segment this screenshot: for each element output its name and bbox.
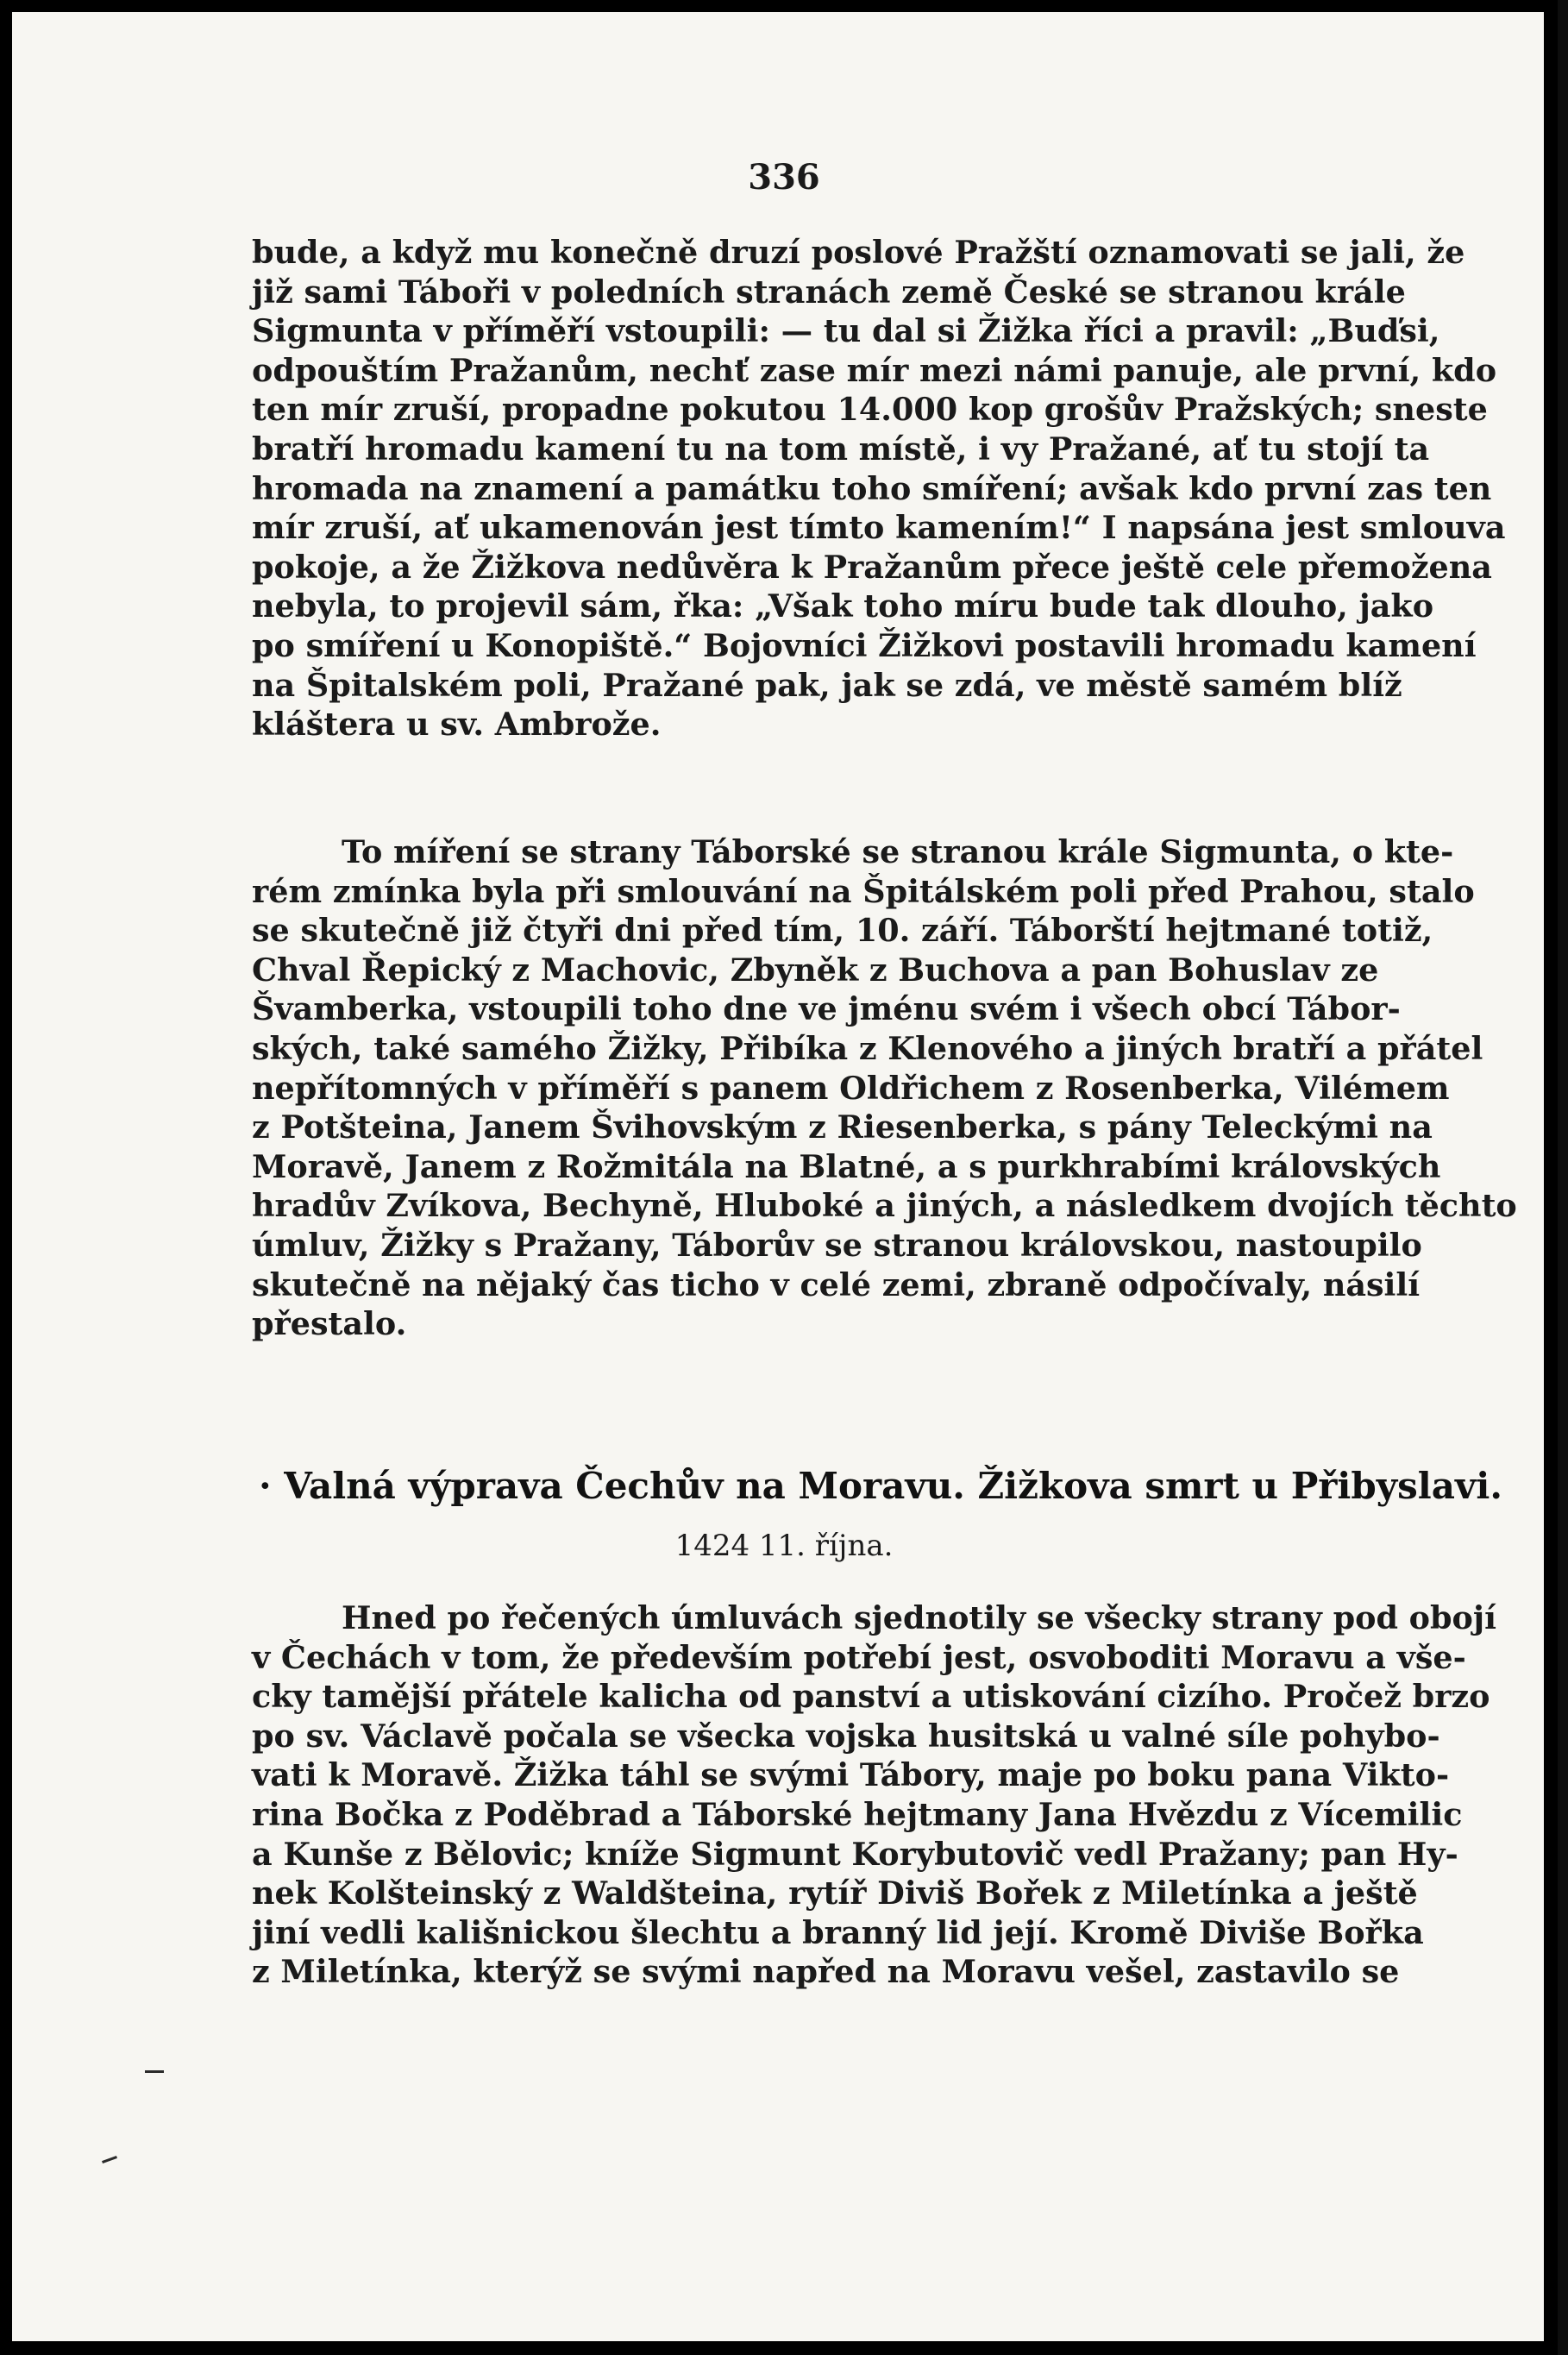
text-line: bratří hromadu kamení tu na tom místě, i vy Pražané, ať tu stojí ta [252,430,1430,468]
text-line: ten mír zruší, propadne pokutou 14.000 kop grošův Pražských; sneste [252,391,1488,429]
text-line: To míření se strany Táborské se stranou krále Sigmunta, o kte- [342,833,1454,870]
text-line: hradův Zvíkova, Bechyně, Hluboké a jiných, a následkem dvojích těchto [252,1187,1517,1225]
section-heading: · Valná výprava Čechův na Moravu. Žižkova smrt u Přibyslavi. [259,1465,1502,1507]
text-line: pokoje, a že Žižkova nedůvěra k Pražanům přece ještě cele přemožena [252,548,1492,586]
scan-edge [1558,0,1568,2355]
text-line: a Kunše z Bělovic; kníže Sigmunt Korybutovič vedl Pražany; pan Hy- [252,1835,1458,1873]
text-line: Sigmunta v příměří vstoupili: — tu dal si Žižka říci a pravil: „Buďsi, [252,312,1440,350]
text-line: mír zruší, ať ukamenován jest tímto kamením!“ I napsána jest smlouva [252,509,1506,547]
scan-mark [145,2070,164,2073]
text-line: rém zmínka byla při smlouvání na Špitálském poli před Prahou, stalo [252,872,1475,910]
text-line: na Špitalském poli, Pražané pak, jak se zdá, ve městě samém blíž [252,666,1402,704]
text-line: se skutečně již čtyři dni před tím, 10. září. Táborští hejtmané totiž, [252,912,1433,950]
text-line: Švamberka, vstoupili toho dne ve jménu svém i všech obcí Tábor- [252,990,1401,1028]
text-line: v Čechách v tom, že především potřebí jest, osvoboditi Moravu a vše- [252,1638,1466,1676]
text-line: cky tamější přátele kalicha od panství a utiskování cizího. Pročež brzo [252,1678,1490,1716]
text-line: skutečně na nějaký čas ticho v celé zemi, zbraně odpočívaly, násilí [252,1265,1421,1303]
text-line: hromada na znamení a památku toho smíření; avšak kdo první zas ten [252,469,1492,507]
text-line: odpouštím Pražanům, nechť zase mír mezi námi panuje, ale první, kdo [252,351,1497,389]
text-line: nek Kolšteinský z Waldšteina, rytíř Diviš Bořek z Miletínka a ještě [252,1875,1418,1912]
text-line: kláštera u sv. Ambrože. [252,706,662,744]
paragraph-1 [252,233,1506,744]
page-number: 336 [748,157,820,198]
text-line: jiní vedli kališnickou šlechtu a branný lid její. Kromě Diviše Bořka [252,1913,1424,1951]
text-line: po sv. Václavě počala se všecka vojska husitská u valné síle pohybo- [252,1717,1440,1755]
text-line: Chval Řepický z Machovic, Zbyněk z Buchova a pan Bohuslav ze [252,951,1379,989]
section-date: 1424 11. října. [674,1529,894,1563]
text-line: vati k Moravě. Žižka táhl se svými Tábory, maje po boku pana Vikto- [252,1756,1450,1794]
text-line: z Miletínka, kterýž se svými napřed na Moravu vešel, zastavilo se [252,1953,1400,1991]
text-line: nepřítomných v příměří s panem Oldřichem z Rosenberka, Vilémem [252,1069,1450,1107]
text-line: bude, a když mu konečně druzí poslové Pražští oznamovati se jali, že [252,234,1465,271]
text-line: nebyla, to projevil sám, řka: „Však toho míru bude tak dlouho, jako [252,587,1434,625]
text-line: rina Bočka z Poděbrad a Táborské hejtmany Jana Hvězdu z Vícemilic [252,1795,1463,1833]
paragraph-2 [252,832,1517,1344]
text-line: přestalo. [252,1305,407,1343]
text-line: z Potšteina, Janem Švihovským z Riesenberka, s pány Teleckými na [252,1108,1433,1146]
text-line: ských, také samého Žižky, Přibíka z Klenového a jiných bratří a přátel [252,1029,1483,1067]
paragraph-3 [252,1598,1496,1992]
text-line: Hned po řečených úmluvách sjednotily se všecky strany pod obojí [342,1599,1496,1636]
text-line: Moravě, Janem z Rožmitála na Blatné, a s purkhrabími královských [252,1147,1441,1185]
text-line: úmluv, Žižky s Pražany, Táborův se stranou královskou, nastoupilo [252,1226,1422,1264]
text-line: již sami Táboři v poledních stranách země České se stranou krále [252,273,1406,311]
text-line: po smíření u Konopiště.“ Bojovníci Žižkovi postavili hromadu kamení [252,626,1477,664]
